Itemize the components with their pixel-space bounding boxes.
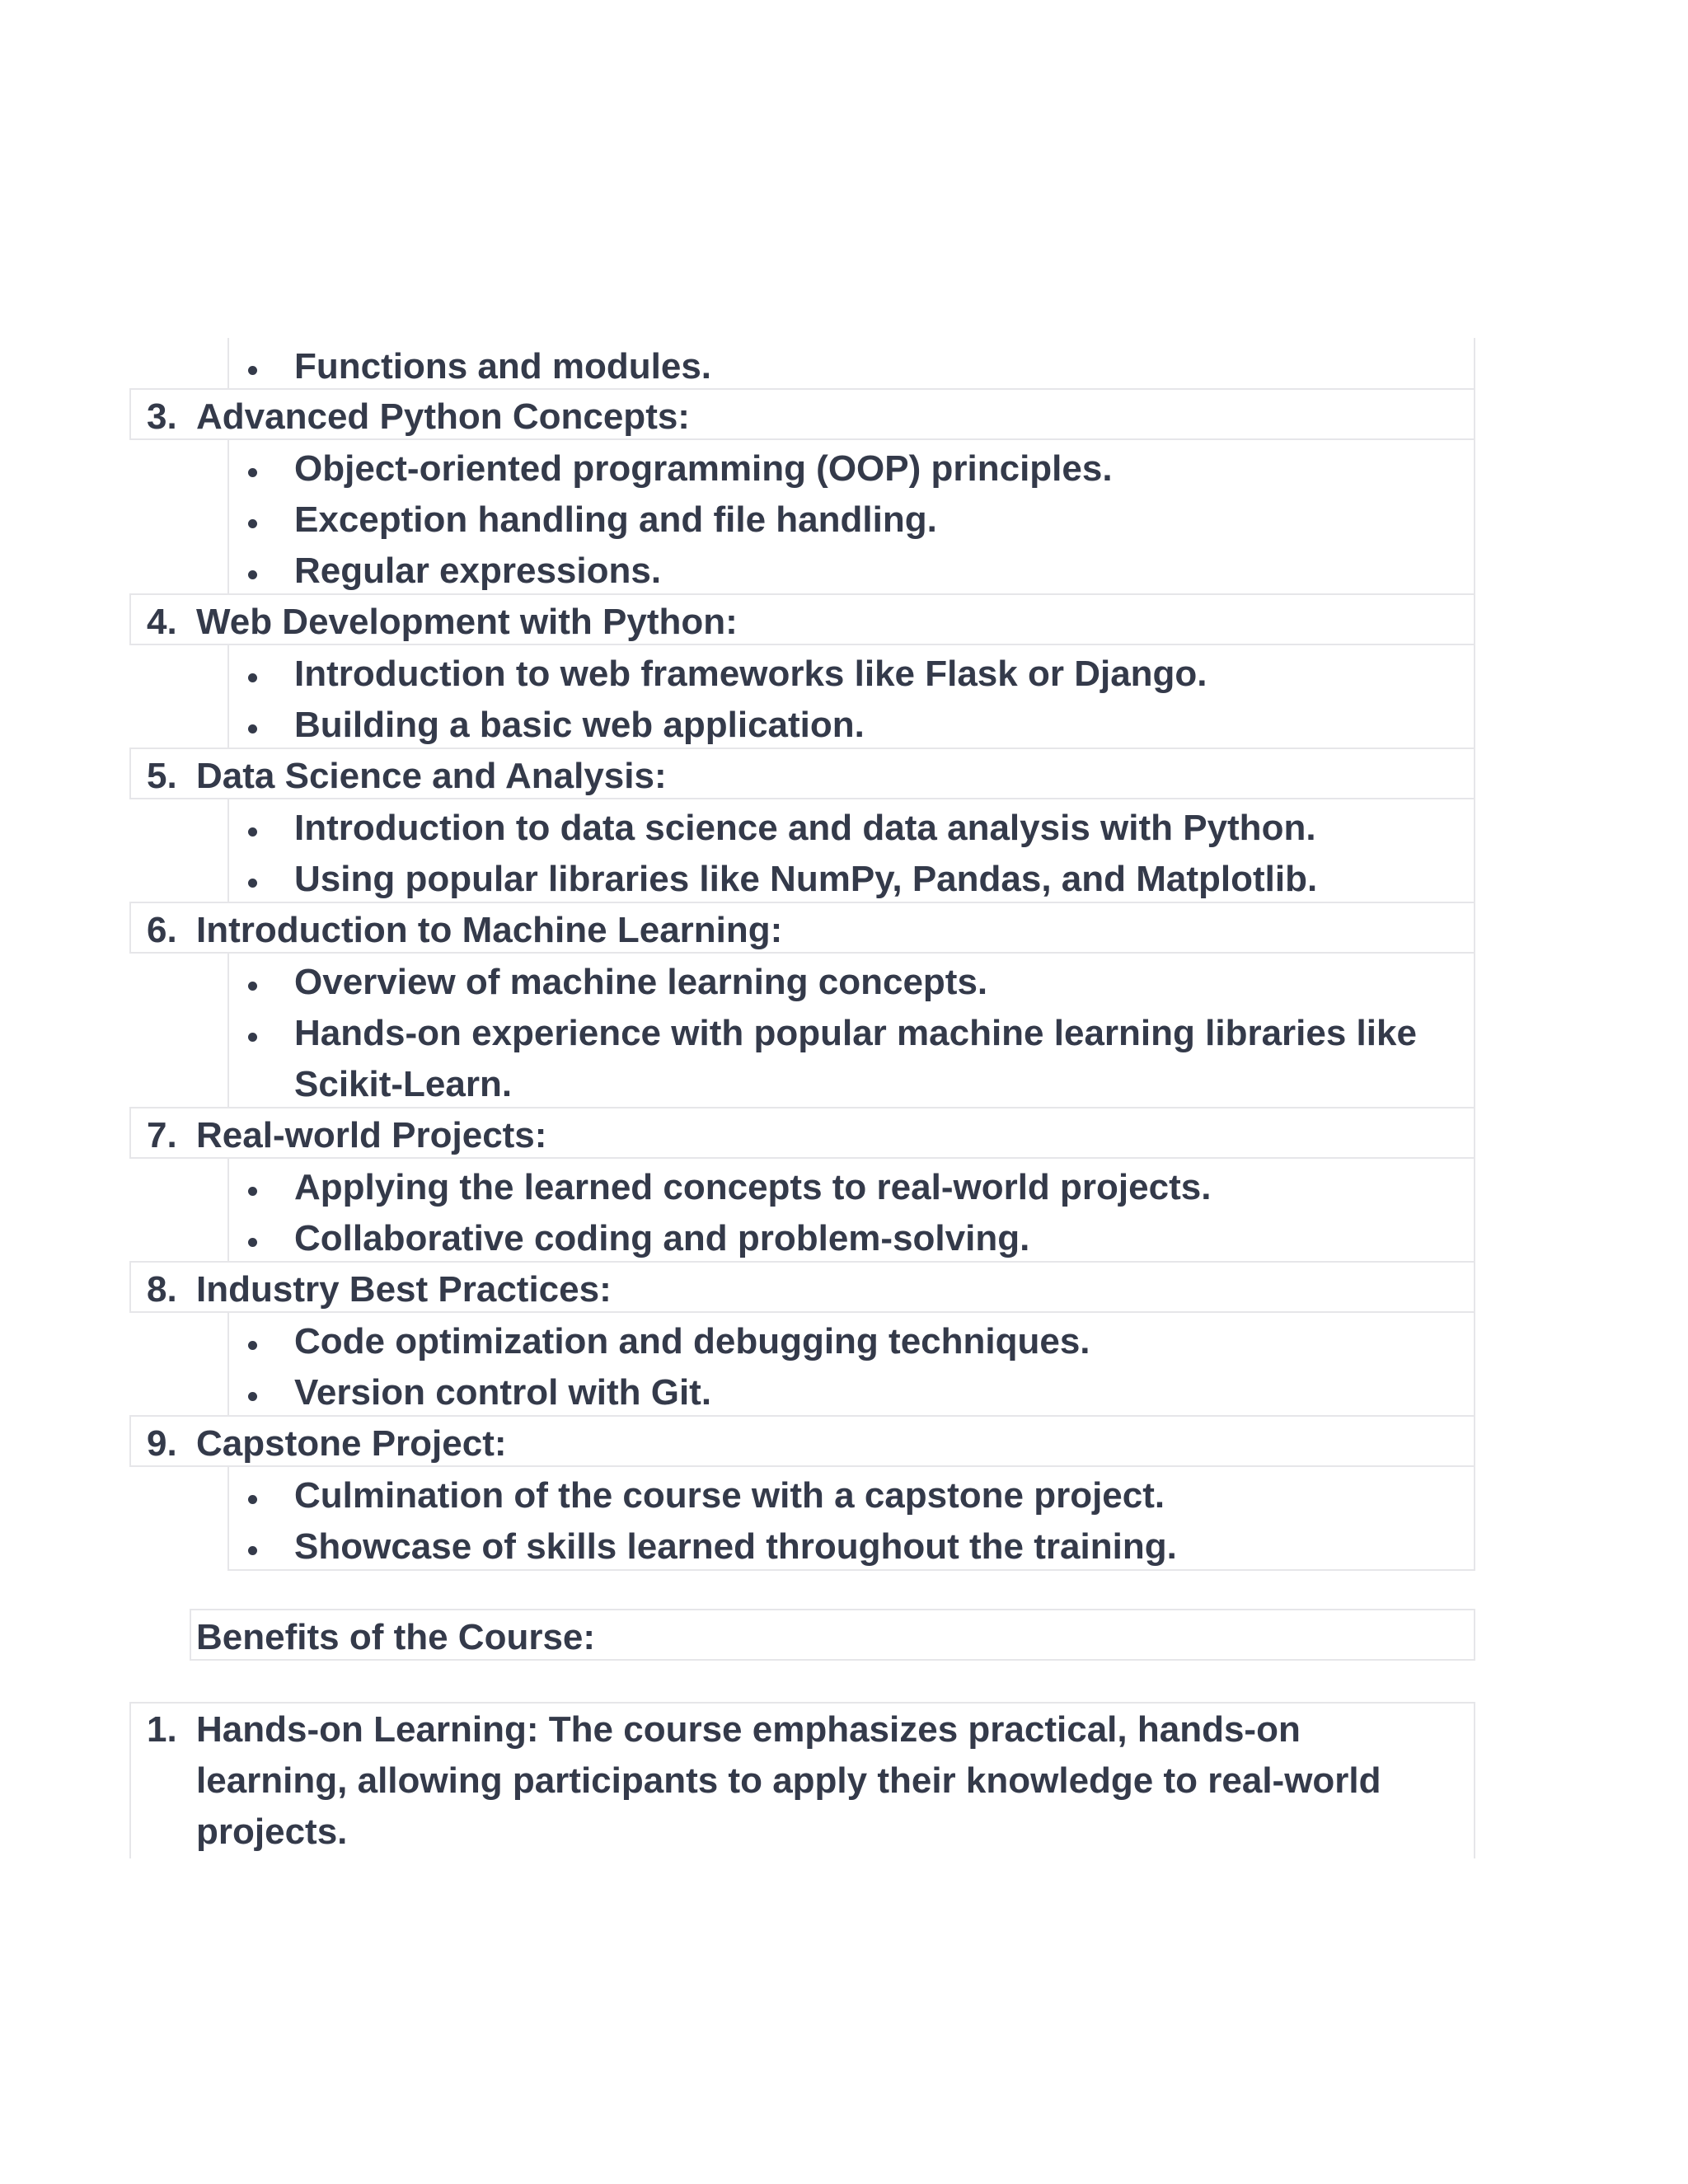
bullet xyxy=(248,519,257,528)
list-item: Exception handling and file handling. xyxy=(294,499,937,540)
section-number: 6. xyxy=(147,910,177,950)
section-title: Introduction to Machine Learning: xyxy=(196,910,783,950)
section-number: 3. xyxy=(147,396,177,437)
benefit-number: 1. xyxy=(147,1709,177,1750)
section-title: Advanced Python Concepts: xyxy=(196,396,690,437)
list-item: Hands-on experience with popular machine learning libraries like Scikit-Learn. xyxy=(294,1013,1417,1104)
section-title: Industry Best Practices: xyxy=(196,1269,612,1310)
bullet xyxy=(248,1392,257,1401)
benefit-text: Hands-on Learning: The course emphasizes practical, hands-on learning, allowing participants to apply their knowledge to real-world projects. xyxy=(196,1709,1381,1852)
list-item: Code optimization and debugging techniques. xyxy=(294,1321,1090,1361)
bullet xyxy=(248,366,257,375)
bullet xyxy=(248,982,257,991)
list-item: Object-oriented programming (OOP) principles. xyxy=(294,448,1113,489)
list-item: Version control with Git. xyxy=(294,1372,712,1413)
bullet xyxy=(248,1495,257,1504)
list-item: Overview of machine learning concepts. xyxy=(294,962,988,1002)
bullet xyxy=(248,1033,257,1042)
section-number: 7. xyxy=(147,1115,177,1155)
list-item: Collaborative coding and problem-solving. xyxy=(294,1218,1030,1258)
section-title: Data Science and Analysis: xyxy=(196,756,667,796)
list-item: Introduction to web frameworks like Flask or Django. xyxy=(294,654,1207,694)
list-item: Introduction to data science and data analysis with Python. xyxy=(294,808,1316,848)
section-number: 5. xyxy=(147,756,177,796)
list-item: Regular expressions. xyxy=(294,551,662,591)
benefits-heading: Benefits of the Course: xyxy=(196,1617,596,1657)
list-item: Applying the learned concepts to real-world projects. xyxy=(294,1167,1212,1207)
bullet xyxy=(248,724,257,733)
list-item: Using popular libraries like NumPy, Pandas, and Matplotlib. xyxy=(294,859,1318,899)
bullet xyxy=(248,468,257,477)
section-number: 9. xyxy=(147,1423,177,1464)
section-title: Real-world Projects: xyxy=(196,1115,547,1155)
bullet xyxy=(248,879,257,888)
list-item: Showcase of skills learned throughout the training. xyxy=(294,1526,1177,1567)
bullet xyxy=(248,673,257,682)
list-item: Building a basic web application. xyxy=(294,705,865,745)
list-item: Functions and modules. xyxy=(294,346,712,387)
section-title: Web Development with Python: xyxy=(196,602,738,642)
section-number: 4. xyxy=(147,602,177,642)
list-item: Culmination of the course with a capstone project. xyxy=(294,1475,1165,1516)
bullet xyxy=(248,1187,257,1196)
bullet xyxy=(248,570,257,579)
bullet xyxy=(248,1341,257,1350)
section-number: 8. xyxy=(147,1269,177,1310)
section-title: Capstone Project: xyxy=(196,1423,507,1464)
bullet xyxy=(248,1238,257,1247)
bullet xyxy=(248,1546,257,1555)
bullet xyxy=(248,827,257,837)
